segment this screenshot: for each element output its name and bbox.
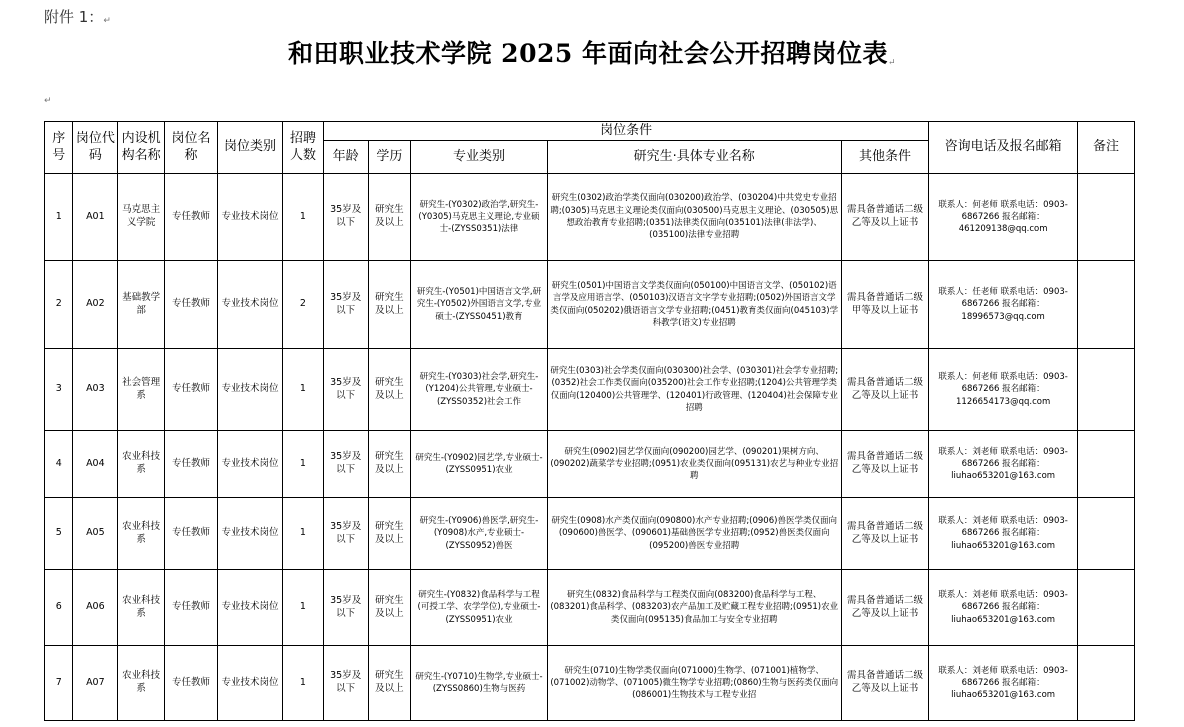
- cell-code: A06: [73, 570, 118, 646]
- cell-seq: 4: [45, 431, 73, 498]
- cell-age: 35岁及以下: [323, 261, 368, 349]
- paragraph-mark: ↵: [44, 96, 52, 106]
- cell-post-name: 专任教师: [165, 570, 218, 646]
- cell-count: 1: [283, 431, 324, 498]
- cell-major-category: 研究生-(Y0902)园艺学,专业硕士-(ZYSS0951)农业: [411, 431, 547, 498]
- cell-count: 1: [283, 174, 324, 261]
- cell-remark: [1077, 261, 1134, 349]
- cell-major-category: 研究生-(Y0501)中国语言文学,研究生-(Y0502)外国语言文学,专业硕士-(ZYSS0451)教育: [411, 261, 547, 349]
- header-seq: 序号: [45, 122, 73, 174]
- header-code: 岗位代码: [73, 122, 118, 174]
- cell-dept: 马克思主义学院: [118, 174, 165, 261]
- cell-other: 需具备普通话二级乙等及以上证书: [841, 431, 929, 498]
- header-dept: 内设机构名称: [118, 122, 165, 174]
- cell-dept: 农业科技系: [118, 498, 165, 570]
- cell-dept: 农业科技系: [118, 570, 165, 646]
- header-conditions: 岗位条件: [323, 122, 929, 141]
- table-row: [45, 498, 1135, 570]
- cell-major-category: 研究生-(Y0906)兽医学,研究生-(Y0908)水产,专业硕士-(ZYSS0952)兽医: [411, 498, 547, 570]
- attachment-text: 附件 1：: [44, 8, 104, 26]
- header-post-name: 岗位名称: [165, 122, 218, 174]
- cell-count: 1: [283, 646, 324, 721]
- table-row: [45, 431, 1135, 498]
- table-row: [45, 261, 1135, 349]
- cell-count: 2: [283, 261, 324, 349]
- title-text: 和田职业技术学院 2025 年面向社会公开招聘岗位表: [287, 39, 888, 68]
- header-edu: 学历: [368, 141, 411, 174]
- cell-other: 需具备普通话二级乙等及以上证书: [841, 349, 929, 431]
- cell-seq: 5: [45, 498, 73, 570]
- table-body: [45, 174, 1135, 721]
- cell-other: 需具备普通话二级乙等及以上证书: [841, 646, 929, 721]
- cell-edu: 研究生及以上: [368, 570, 411, 646]
- cell-major-detail: 研究生(0710)生物学类仅面向(071000)生物学、(071001)植物学、(071002)动物学、(071005)微生物学专业招聘;(0860)生物与医药类仅面向(086001)生物技术与工程专业招: [547, 646, 841, 721]
- cell-contact: 联系人：何老师 联系电话：0903-6867266 报名邮箱：461209138@qq.com: [929, 174, 1078, 261]
- cell-dept: 农业科技系: [118, 431, 165, 498]
- cell-contact: 联系人：刘老师 联系电话：0903-6867266 报名邮箱：liuhao653201@163.com: [929, 570, 1078, 646]
- table-row: [45, 174, 1135, 261]
- header-major-category: 专业类别: [411, 141, 547, 174]
- cell-major-detail: 研究生(0303)社会学类仅面向(030300)社会学、(030301)社会学专业招聘;(0352)社会工作类仅面向(035200)社会工作专业招聘;(1204)公共管理学类仅面向(120400)公共管理学、(120401)行政管理、(120404)社会保障专业招聘: [547, 349, 841, 431]
- cell-age: 35岁及以下: [323, 349, 368, 431]
- cell-edu: 研究生及以上: [368, 349, 411, 431]
- table-row: [45, 349, 1135, 431]
- table-row: [45, 646, 1135, 721]
- cell-remark: [1077, 498, 1134, 570]
- header-post-type: 岗位类别: [217, 122, 282, 174]
- cell-seq: 6: [45, 570, 73, 646]
- cell-code: A01: [73, 174, 118, 261]
- header-row-1: [45, 122, 1135, 141]
- cell-contact: 联系人：刘老师 联系电话：0903-6867266 报名邮箱：liuhao653201@163.com: [929, 498, 1078, 570]
- cell-dept: 社会管理系: [118, 349, 165, 431]
- recruitment-table: [44, 121, 1135, 721]
- cell-edu: 研究生及以上: [368, 261, 411, 349]
- cell-edu: 研究生及以上: [368, 646, 411, 721]
- cell-post-name: 专任教师: [165, 174, 218, 261]
- cell-post-type: 专业技术岗位: [217, 646, 282, 721]
- cell-code: A02: [73, 261, 118, 349]
- cell-post-name: 专任教师: [165, 349, 218, 431]
- cell-edu: 研究生及以上: [368, 431, 411, 498]
- cell-age: 35岁及以下: [323, 646, 368, 721]
- header-count: 招聘人数: [283, 122, 324, 174]
- cell-edu: 研究生及以上: [368, 174, 411, 261]
- cell-major-category: 研究生-(Y0710)生物学,专业硕士-(ZYSS0860)生物与医药: [411, 646, 547, 721]
- cell-code: A07: [73, 646, 118, 721]
- cell-post-type: 专业技术岗位: [217, 570, 282, 646]
- cell-count: 1: [283, 349, 324, 431]
- cell-seq: 1: [45, 174, 73, 261]
- header-other: 其他条件: [841, 141, 929, 174]
- cell-post-name: 专任教师: [165, 261, 218, 349]
- cell-major-detail: 研究生(0302)政治学类仅面向(030200)政治学、(030204)中共党史专业招聘;(0305)马克思主义理论类仅面向(030500)马克思主义理论、(030505)思想政治教育专业招聘;(0351)法律类仅面向(035101)法律(非法学)、(035100)法律专业招聘: [547, 174, 841, 261]
- cell-post-type: 专业技术岗位: [217, 431, 282, 498]
- cell-post-name: 专任教师: [165, 431, 218, 498]
- cell-dept: 农业科技系: [118, 646, 165, 721]
- cell-seq: 7: [45, 646, 73, 721]
- cell-code: A05: [73, 498, 118, 570]
- cell-other: 需具备普通话二级乙等及以上证书: [841, 498, 929, 570]
- cell-age: 35岁及以下: [323, 570, 368, 646]
- cell-post-name: 专任教师: [165, 646, 218, 721]
- cell-contact: 联系人：刘老师 联系电话：0903-6867266 报名邮箱：liuhao653201@163.com: [929, 646, 1078, 721]
- cell-seq: 2: [45, 261, 73, 349]
- header-major-detail: 研究生·具体专业名称: [547, 141, 841, 174]
- cell-count: 1: [283, 498, 324, 570]
- cell-post-type: 专业技术岗位: [217, 261, 282, 349]
- header-remark: 备注: [1077, 122, 1134, 174]
- cell-remark: [1077, 349, 1134, 431]
- cell-code: A04: [73, 431, 118, 498]
- cell-age: 35岁及以下: [323, 174, 368, 261]
- cell-dept: 基础教学部: [118, 261, 165, 349]
- cell-major-detail: 研究生(0501)中国语言文学类仅面向(050100)中国语言文学、(050102)语言学及应用语言学、(050103)汉语言文字学专业招聘;(0502)外国语言文学类仅面向(050202)俄语语言文学专业招聘;(0451)教育类仅面向(045103)学科教学(语文)专业招聘: [547, 261, 841, 349]
- cell-age: 35岁及以下: [323, 431, 368, 498]
- cell-other: 需具备普通话二级乙等及以上证书: [841, 570, 929, 646]
- cell-code: A03: [73, 349, 118, 431]
- cell-count: 1: [283, 570, 324, 646]
- cell-edu: 研究生及以上: [368, 498, 411, 570]
- header-age: 年龄: [323, 141, 368, 174]
- cell-major-category: 研究生-(Y0302)政治学,研究生-(Y0305)马克思主义理论,专业硕士-(ZYSS0351)法律: [411, 174, 547, 261]
- cell-post-type: 专业技术岗位: [217, 174, 282, 261]
- cell-remark: [1077, 174, 1134, 261]
- cell-contact: 联系人：刘老师 联系电话：0903-6867266 报名邮箱：liuhao653201@163.com: [929, 431, 1078, 498]
- cell-post-name: 专任教师: [165, 498, 218, 570]
- cell-major-detail: 研究生(0902)园艺学仅面向(090200)园艺学、(090201)果树方向、(090202)蔬菜学专业招聘;(0951)农业类仅面向(095131)农艺与种业专业招聘: [547, 431, 841, 498]
- cell-post-type: 专业技术岗位: [217, 349, 282, 431]
- table-row: [45, 570, 1135, 646]
- cell-contact: 联系人：任老师 联系电话：0903-6867266 报名邮箱：18996573@qq.com: [929, 261, 1078, 349]
- cell-major-category: 研究生-(Y0832)食品科学与工程(可授工学、农学学位),专业硕士-(ZYSS0951)农业: [411, 570, 547, 646]
- page-title: 和田职业技术学院 2025 年面向社会公开招聘岗位表↵: [287, 39, 897, 68]
- cell-other: 需具备普通话二级甲等及以上证书: [841, 261, 929, 349]
- cell-other: 需具备普通话二级乙等及以上证书: [841, 174, 929, 261]
- cell-remark: [1077, 431, 1134, 498]
- cell-major-detail: 研究生(0908)水产类仅面向(090800)水产专业招聘;(0906)兽医学类仅面向(090600)兽医学、(090601)基础兽医学专业招聘;(0952)兽医类仅面向(095200)兽医专业招聘: [547, 498, 841, 570]
- cell-remark: [1077, 646, 1134, 721]
- header-contact: 咨询电话及报名邮箱: [929, 122, 1078, 174]
- attachment-label: 附件 1：↵: [44, 8, 111, 26]
- cell-contact: 联系人：何老师 联系电话：0903-6867266 报名邮箱：1126654173@qq.com: [929, 349, 1078, 431]
- cell-major-detail: 研究生(0832)食品科学与工程类仅面向(083200)食品科学与工程、(083201)食品科学、(083203)农产品加工及贮藏工程专业招聘;(0951)农业类仅面向(095135)食品加工与安全专业招聘: [547, 570, 841, 646]
- cell-major-category: 研究生-(Y0303)社会学,研究生-(Y1204)公共管理,专业硕士-(ZYSS0352)社会工作: [411, 349, 547, 431]
- cell-age: 35岁及以下: [323, 498, 368, 570]
- cell-remark: [1077, 570, 1134, 646]
- cell-post-type: 专业技术岗位: [217, 498, 282, 570]
- cell-seq: 3: [45, 349, 73, 431]
